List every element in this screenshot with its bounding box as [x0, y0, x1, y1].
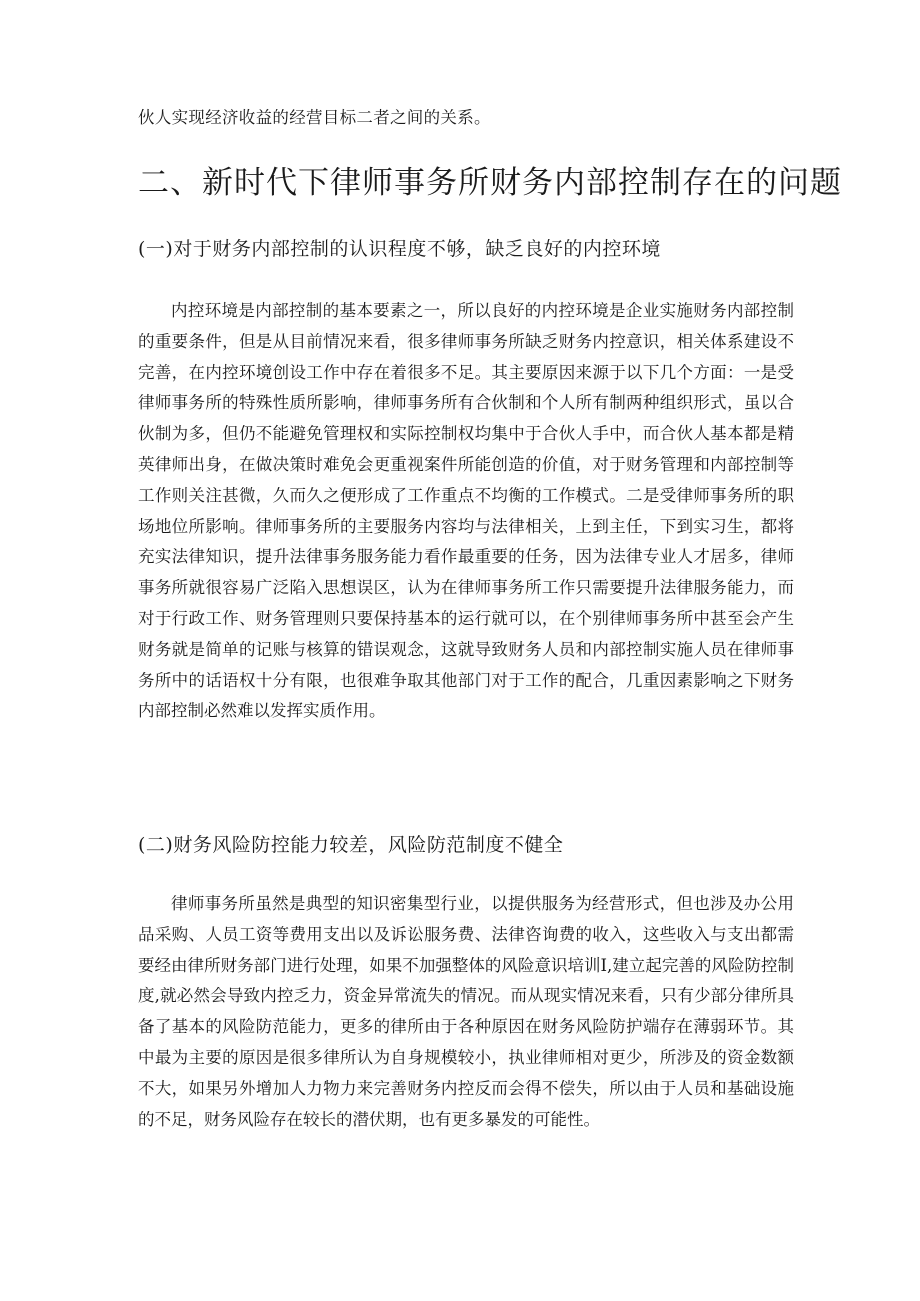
subsection-paragraph-2: 律师事务所虽然是典型的知识密集型行业，以提供服务为经营形式，但也涉及办公用品采购、人员工资等费用支出以及诉讼服务费、法律咨询费的收入，这些收入与支出都需要经由律所财务部门进行处理，如果不加强整体的风险意识培训I,建立起完善的风险防控制度,就必然会导致内控乏力，资金异常流失的情况。而从现实情况来看，只有少部分律所具备了基本的风险防范能力，更多的律所由于各种原因在财务风险防护端存在薄弱环节。其中最为主要的原因是很多律所认为自身规模较小，执业律师相对更少，所涉及的资金数额不大，如果另外增加人力物力来完善财务内控反而会得不偿失，所以由于人员和基础设施的不足，财务风险存在较长的潜伏期，也有更多暴发的可能性。: [138, 894, 794, 1129]
section-heading: 二、新时代下律师事务所财务内部控制存在的问题: [138, 165, 842, 201]
continuation-line: 伙人实现经济收益的经营目标二者之间的关系。: [138, 108, 491, 127]
subsection-paragraph-1: 内控环境是内部控制的基本要素之一，所以良好的内控环境是企业实施财务内部控制的重要条件，但是从目前情况来看，很多律师事务所缺乏财务内控意识，相关体系建设不完善，在内控环境创设工作中存在着很多不足。其主要原因来源于以下几个方面：一是受律师事务所的特殊性质所影响，律师事务所有合伙制和个人所有制两种组织形式，虽以合伙制为多，但仍不能避免管理权和实际控制权均集中于合伙人手中，而合伙人基本都是精英律师出身，在做决策时难免会更重视案件所能创造的价值，对于财务管理和内部控制等工作则关注甚微，久而久之便形成了工作重点不均衡的工作模式。二是受律师事务所的职场地位所影响。律师事务所的主要服务内容均与法律相关，上到主任，下到实习生，都将充实法律知识，提升法律事务服务能力看作最重要的任务，因为法律专业人才居多，律师事务所就很容易广泛陷入思想误区，认为在律师事务所工作只需要提升法律服务能力，而对于行政工作、财务管理则只要保持基本的运行就可以，在个别律师事务所中甚至会产生财务就是简单的记账与核算的错误观念，这就导致财务人员和内部控制实施人员在律师事务所中的话语权十分有限，也很难争取其他部门对于工作的配合，几重因素影响之下财务内部控制必然难以发挥实质作用。: [138, 301, 794, 721]
subsection-heading-2: (二)财务风险防控能力较差，风险防范制度不健全: [138, 834, 564, 856]
subsection-heading-1: (一)对于财务内部控制的认识程度不够，缺乏良好的内控环境: [138, 238, 661, 260]
